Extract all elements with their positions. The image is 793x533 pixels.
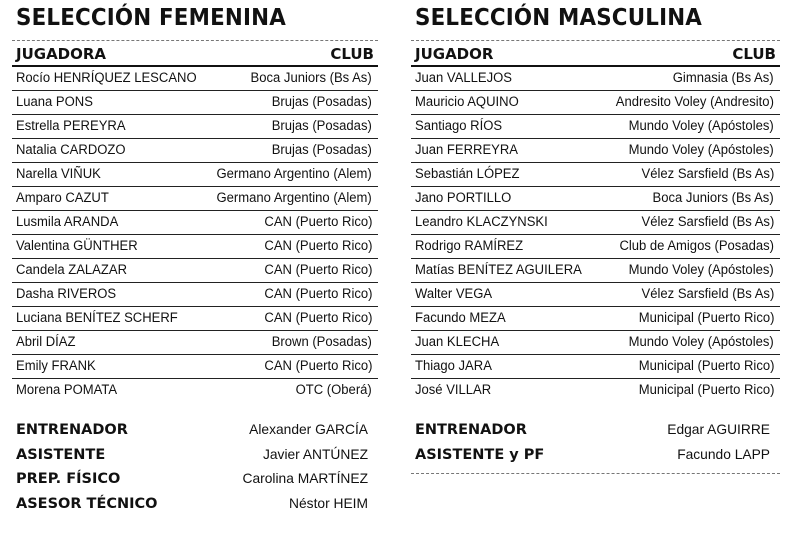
player-name: Juan KLECHA [415, 334, 500, 350]
player-club: Municipal (Puerto Rico) [638, 382, 774, 398]
player-name: Lusmila ARANDA [16, 214, 119, 230]
player-name: Mauricio AQUINO [415, 94, 519, 110]
table-row [12, 355, 378, 379]
table-row [411, 235, 780, 259]
table-row [12, 307, 378, 331]
table-row [12, 259, 378, 283]
player-club: CAN (Puerto Rico) [263, 358, 372, 374]
player-name: Luana PONS [16, 94, 93, 110]
player-name: Leandro KLACZYNSKI [415, 214, 548, 230]
table-row [411, 91, 780, 115]
male-table-header [411, 43, 780, 67]
player-club: Gimnasia (Bs As) [673, 70, 774, 86]
staff-row [12, 467, 378, 492]
player-club: Mundo Voley (Apóstoles) [628, 334, 774, 350]
player-club: Brujas (Posadas) [271, 118, 372, 134]
player-name: Juan FERREYRA [415, 142, 519, 158]
player-club: Mundo Voley (Apóstoles) [628, 142, 774, 158]
player-club: Brown (Posadas) [271, 334, 372, 350]
player-club: Vélez Sarsfield (Bs As) [641, 286, 774, 302]
table-row [411, 331, 780, 355]
player-name: Valentina GÜNTHER [16, 238, 138, 254]
player-name: Emily FRANK [16, 358, 96, 374]
table-row [411, 259, 780, 283]
player-name: Rodrigo RAMÍREZ [415, 238, 524, 254]
player-club: Germano Argentino (Alem) [216, 190, 372, 206]
club-column-header: CLUB [330, 45, 374, 63]
player-name: Morena POMATA [16, 382, 118, 398]
club-column-header: CLUB [732, 45, 776, 63]
staff-name: Carolina MARTÍNEZ [242, 471, 368, 486]
divider [12, 40, 378, 41]
player-name: Thiago JARA [415, 358, 492, 374]
player-name: Abril DÍAZ [16, 334, 76, 350]
player-club: CAN (Puerto Rico) [263, 262, 372, 278]
player-club: Andresito Voley (Andresito) [615, 94, 774, 110]
staff-row [12, 443, 378, 468]
player-name: Facundo MEZA [415, 310, 506, 326]
player-name: Estrella PEREYRA [16, 118, 126, 134]
table-row [411, 163, 780, 187]
staff-row [411, 443, 780, 468]
divider [411, 40, 780, 41]
player-name: Amparo CAZUT [16, 190, 109, 206]
female-table-header [12, 43, 378, 67]
player-club: CAN (Puerto Rico) [263, 238, 372, 254]
table-row [12, 91, 378, 115]
player-club: OTC (Oberá) [295, 382, 372, 398]
player-name: Candela ZALAZAR [16, 262, 128, 278]
player-name: Rocío HENRÍQUEZ LESCANO [16, 70, 197, 86]
staff-name: Facundo LAPP [677, 446, 770, 462]
table-row [411, 307, 780, 331]
staff-name: Javier ANTÚNEZ [262, 446, 368, 462]
player-name: Dasha RIVEROS [16, 286, 117, 302]
staff-name: Edgar AGUIRRE [667, 422, 770, 437]
staff-row [12, 492, 378, 517]
player-name: Juan VALLEJOS [415, 70, 512, 86]
table-row [12, 283, 378, 307]
staff-role: ENTRENADOR [16, 422, 128, 438]
staff-role: ENTRENADOR [415, 422, 527, 438]
staff-name: Alexander GARCÍA [249, 422, 368, 437]
table-row [411, 211, 780, 235]
player-name: Luciana BENÍTEZ SCHERF [16, 310, 178, 326]
table-row [12, 235, 378, 259]
player-club: Boca Juniors (Bs As) [250, 70, 372, 86]
player-club: Mundo Voley (Apóstoles) [628, 118, 774, 134]
table-row [411, 283, 780, 307]
player-club: Vélez Sarsfield (Bs As) [641, 214, 774, 230]
player-name: Jano PORTILLO [415, 190, 512, 206]
player-club: Vélez Sarsfield (Bs As) [641, 166, 774, 182]
male-player-list [411, 67, 780, 402]
player-club: Boca Juniors (Bs As) [652, 190, 774, 206]
player-column-header: JUGADOR [415, 45, 494, 63]
player-club: Brujas (Posadas) [271, 94, 372, 110]
player-name: Santiago RÍOS [415, 118, 503, 134]
table-row [12, 379, 378, 402]
player-name: Narella VIÑUK [16, 166, 101, 182]
player-club: Germano Argentino (Alem) [216, 166, 372, 182]
female-staff-list [12, 418, 378, 516]
player-club: CAN (Puerto Rico) [263, 286, 372, 302]
table-row [12, 67, 378, 91]
player-name: Matías BENÍTEZ AGUILERA [415, 262, 582, 278]
staff-role: ASISTENTE y PF [415, 446, 545, 463]
player-club: Mundo Voley (Apóstoles) [628, 262, 774, 278]
staff-row [411, 418, 780, 443]
female-team-title: SELECCIÓN FEMENINA [16, 5, 286, 31]
player-name: Sebastián LÓPEZ [415, 166, 520, 182]
table-row [12, 115, 378, 139]
staff-name: Néstor HEIM [289, 495, 368, 511]
player-column-header: JUGADORA [16, 45, 107, 63]
female-team-section [12, 0, 378, 516]
table-row [411, 67, 780, 91]
player-name: Walter VEGA [415, 286, 493, 302]
table-row [12, 187, 378, 211]
player-club: Brujas (Posadas) [271, 142, 372, 158]
male-team-title: SELECCIÓN MASCULINA [415, 5, 703, 31]
table-row [411, 355, 780, 379]
player-name: José VILLAR [415, 382, 492, 398]
male-team-section [411, 0, 780, 474]
staff-row [12, 418, 378, 443]
player-club: CAN (Puerto Rico) [263, 310, 372, 326]
player-club: CAN (Puerto Rico) [263, 214, 372, 230]
staff-role: ASISTENTE [16, 446, 106, 463]
table-row [411, 115, 780, 139]
player-club: Club de Amigos (Posadas) [619, 238, 774, 254]
table-row [411, 187, 780, 211]
table-row [12, 331, 378, 355]
table-row [12, 211, 378, 235]
table-row [12, 139, 378, 163]
table-row [411, 139, 780, 163]
table-row [12, 163, 378, 187]
player-club: Municipal (Puerto Rico) [638, 310, 774, 326]
player-club: Municipal (Puerto Rico) [638, 358, 774, 374]
player-name: Natalia CARDOZO [16, 142, 126, 158]
male-staff-list [411, 418, 780, 474]
staff-role: ASESOR TÉCNICO [16, 495, 158, 512]
table-row [411, 379, 780, 402]
staff-role: PREP. FÍSICO [16, 471, 121, 487]
female-player-list [12, 67, 378, 402]
